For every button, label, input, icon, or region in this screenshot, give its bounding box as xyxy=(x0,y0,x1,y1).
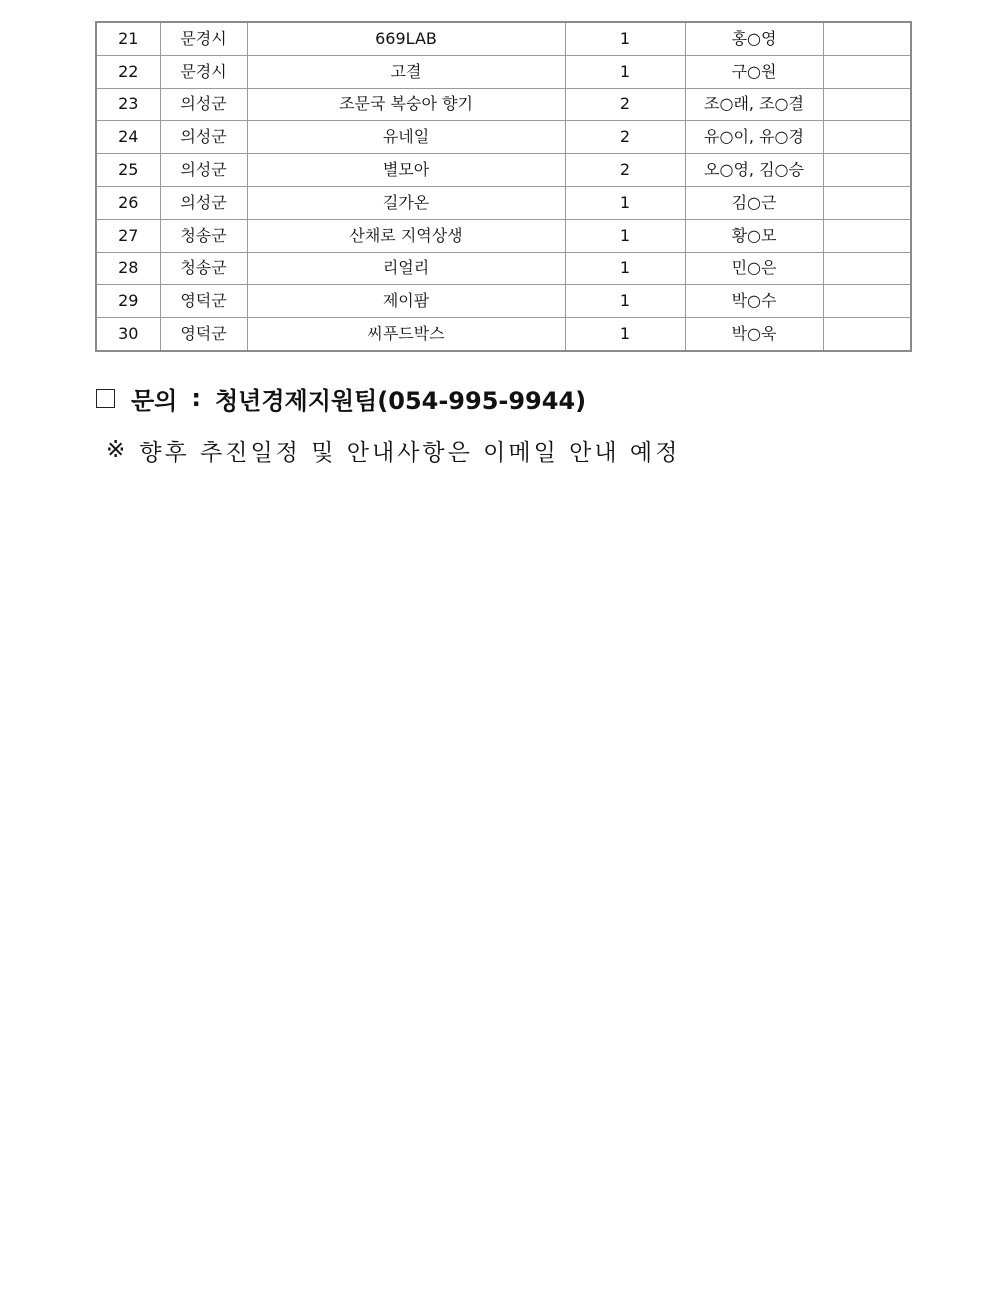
member-count-cell: 1 xyxy=(565,252,685,285)
team-name-cell: 씨푸드박스 xyxy=(247,318,565,351)
member-count-cell: 2 xyxy=(565,154,685,187)
member-count-cell: 1 xyxy=(565,186,685,219)
region-cell: 문경시 xyxy=(160,22,247,55)
row-number-cell: 26 xyxy=(96,186,160,219)
member-count-cell: 2 xyxy=(565,121,685,154)
note-cell xyxy=(823,219,911,252)
row-number-cell: 21 xyxy=(96,22,160,55)
empty-square-icon xyxy=(96,389,115,408)
note-cell xyxy=(823,22,911,55)
member-count-cell: 2 xyxy=(565,88,685,121)
members-cell: 김○근 xyxy=(685,186,823,219)
members-cell: 유○이, 유○경 xyxy=(685,121,823,154)
note-cell xyxy=(823,55,911,88)
members-cell: 홍○영 xyxy=(685,22,823,55)
region-cell: 의성군 xyxy=(160,154,247,187)
team-name-cell: 유네일 xyxy=(247,121,565,154)
contact-label: 문의 xyxy=(131,386,178,415)
contact-value: 청년경제지원팀(054-995-9944) xyxy=(214,386,587,415)
contact-separator: : xyxy=(191,384,201,412)
results-table-body xyxy=(96,22,911,351)
note-cell xyxy=(823,88,911,121)
region-cell: 영덕군 xyxy=(160,285,247,318)
members-cell: 박○욱 xyxy=(685,318,823,351)
members-cell: 민○은 xyxy=(685,252,823,285)
table-row xyxy=(96,318,911,351)
row-number-cell: 30 xyxy=(96,318,160,351)
note-line xyxy=(106,434,680,466)
members-cell: 구○원 xyxy=(685,55,823,88)
members-cell: 조○래, 조○결 xyxy=(685,88,823,121)
table-row xyxy=(96,121,911,154)
row-number-cell: 22 xyxy=(96,55,160,88)
row-number-cell: 24 xyxy=(96,121,160,154)
table-row xyxy=(96,186,911,219)
row-number-cell: 29 xyxy=(96,285,160,318)
member-count-cell: 1 xyxy=(565,55,685,88)
row-number-cell: 25 xyxy=(96,154,160,187)
row-number-cell: 23 xyxy=(96,88,160,121)
team-name-cell: 길가온 xyxy=(247,186,565,219)
contact-line xyxy=(96,380,586,416)
note-cell xyxy=(823,186,911,219)
team-name-cell: 제이팜 xyxy=(247,285,565,318)
table-row xyxy=(96,285,911,318)
results-table xyxy=(95,21,912,352)
note-text: 향후 추진일정 및 안내사항은 이메일 안내 예정 xyxy=(139,439,681,466)
team-name-cell: 산채로 지역상생 xyxy=(247,219,565,252)
table-row xyxy=(96,22,911,55)
note-cell xyxy=(823,154,911,187)
note-cell xyxy=(823,285,911,318)
region-cell: 영덕군 xyxy=(160,318,247,351)
table-row xyxy=(96,252,911,285)
table-row xyxy=(96,154,911,187)
region-cell: 의성군 xyxy=(160,121,247,154)
members-cell: 박○수 xyxy=(685,285,823,318)
member-count-cell: 1 xyxy=(565,22,685,55)
region-cell: 문경시 xyxy=(160,55,247,88)
members-cell: 황○모 xyxy=(685,219,823,252)
team-name-cell: 조문국 복숭아 향기 xyxy=(247,88,565,121)
table-row xyxy=(96,55,911,88)
region-cell: 의성군 xyxy=(160,88,247,121)
note-cell xyxy=(823,121,911,154)
team-name-cell: 리얼리 xyxy=(247,252,565,285)
region-cell: 청송군 xyxy=(160,252,247,285)
note-cell xyxy=(823,252,911,285)
team-name-cell: 고결 xyxy=(247,55,565,88)
region-cell: 청송군 xyxy=(160,219,247,252)
table-row xyxy=(96,219,911,252)
member-count-cell: 1 xyxy=(565,285,685,318)
region-cell: 의성군 xyxy=(160,186,247,219)
member-count-cell: 1 xyxy=(565,318,685,351)
team-name-cell: 별모아 xyxy=(247,154,565,187)
note-cell xyxy=(823,318,911,351)
row-number-cell: 27 xyxy=(96,219,160,252)
reference-mark-icon: ※ xyxy=(106,437,126,463)
team-name-cell: 669LAB xyxy=(247,22,565,55)
row-number-cell: 28 xyxy=(96,252,160,285)
table-row xyxy=(96,88,911,121)
members-cell: 오○영, 김○승 xyxy=(685,154,823,187)
member-count-cell: 1 xyxy=(565,219,685,252)
